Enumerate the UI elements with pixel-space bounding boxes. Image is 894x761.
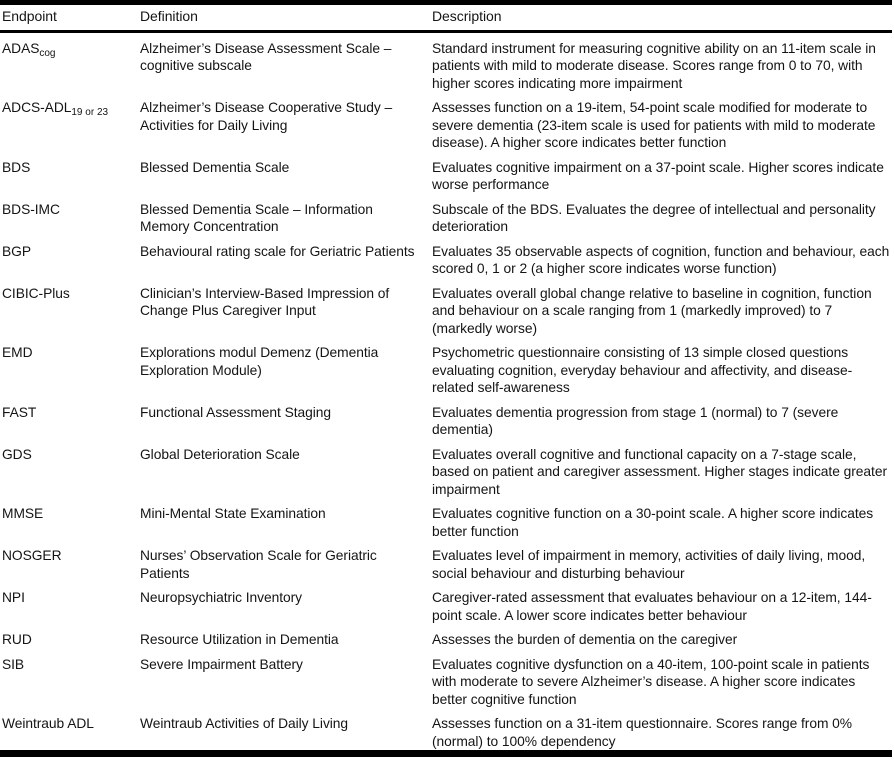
- definition-cell: Weintraub Activities of Daily Living: [140, 716, 349, 731]
- endpoint-cell: [0, 31, 138, 92]
- definition-cell: Nurses’ Observation Scale for Geriatric Patients: [140, 548, 377, 581]
- endpoint-abbreviation: NPI: [2, 590, 25, 605]
- table-row: [0, 708, 892, 754]
- endpoint-cell: [0, 498, 138, 540]
- table-row: [0, 498, 892, 540]
- description-cell: Psychometric questionnaire consisting of 13 simple closed questions evaluating cognition, everyday behaviour and affectivity, and disease-related self-awareness: [432, 345, 853, 395]
- header-row: [0, 3, 892, 32]
- table-row: [0, 582, 892, 624]
- description-cell: Caregiver-rated assessment that evaluates behaviour on a 12-item, 144-point scale. A lower score indicates better behaviour: [432, 590, 872, 623]
- endpoint-abbreviation: EMD: [2, 345, 33, 360]
- definition-cell: Global Deterioration Scale: [140, 446, 300, 462]
- endpoint-cell: [0, 194, 138, 236]
- endpoint-cell: [0, 439, 138, 499]
- definition-cell: Blessed Dementia Scale – Information Memory Concentration: [140, 201, 373, 234]
- endpoint-cell: [0, 278, 138, 338]
- table-row: [0, 194, 892, 236]
- endpoint-cell: [0, 708, 138, 754]
- endpoint-cell: [0, 337, 138, 397]
- endpoint-cell: [0, 624, 138, 649]
- definition-cell: Functional Assessment Staging: [140, 404, 332, 420]
- endpoint-cell: [0, 649, 138, 709]
- column-header-description: Description: [430, 3, 892, 32]
- endpoint-abbreviation: ADCS-ADL: [2, 100, 72, 115]
- endpoint-abbreviation: BDS-IMC: [2, 201, 60, 217]
- endpoint-abbreviation: RUD: [2, 632, 32, 647]
- endpoint-abbreviation: CIBIC-Plus: [2, 285, 70, 301]
- table-row: [0, 152, 892, 194]
- definition-cell: Behavioural rating scale for Geriatric Patients: [140, 243, 415, 259]
- table-row: [0, 649, 892, 709]
- description-cell: Evaluates 35 observable aspects of cognition, function and behaviour, each scored 0, 1 or 2 (a higher score indicates worse function): [432, 243, 890, 276]
- endpoint-cell: [0, 540, 138, 582]
- description-cell: Evaluates cognitive impairment on a 37-point scale. Higher scores indicate worse performance: [432, 159, 884, 192]
- endpoint-abbreviation: Weintraub ADL: [2, 716, 94, 731]
- definition-cell: Alzheimer’s Disease Assessment Scale – cognitive subscale: [140, 40, 392, 73]
- description-cell: Standard instrument for measuring cognitive ability on an 11-item scale in patients with mild to moderate disease. Scores range from 0 to 70, with higher scores indicating more impairment: [432, 40, 876, 91]
- table-row: [0, 31, 892, 92]
- endpoint-abbreviation: MMSE: [2, 506, 44, 521]
- column-header-definition: Definition: [138, 3, 430, 32]
- table-row: [0, 397, 892, 439]
- description-cell: Evaluates overall global change relative to baseline in cognition, function and behaviour on a scale ranging from 1 (markedly improved) to 7 (markedly worse): [432, 285, 872, 336]
- description-cell: Subscale of the BDS. Evaluates the degree of intellectual and personality deterioration: [432, 201, 876, 234]
- endpoint-subscript: cog: [39, 47, 56, 59]
- endpoint-abbreviation: NOSGER: [2, 548, 62, 563]
- definition-cell: Clinician’s Interview-Based Impression of Change Plus Caregiver Input: [140, 285, 390, 318]
- description-cell: Evaluates cognitive dysfunction on a 40-item, 100-point scale in patients with moderate to severe Alzheimer’s disease. A higher score indicates better cognitive function: [432, 656, 870, 707]
- endpoint-abbreviation: GDS: [2, 446, 32, 462]
- table-row: [0, 92, 892, 152]
- table-row: [0, 439, 892, 499]
- definition-cell: Resource Utilization in Dementia: [140, 632, 339, 647]
- endpoint-abbreviation: SIB: [2, 656, 25, 672]
- description-cell: Evaluates level of impairment in memory, activities of daily living, mood, social behaviour and disturbing behaviour: [432, 548, 866, 581]
- table-row: [0, 337, 892, 397]
- table-row: [0, 278, 892, 338]
- description-cell: Assesses function on a 31-item questionnaire. Scores range from 0% (normal) to 100% dependency: [432, 716, 853, 749]
- definition-cell: Blessed Dementia Scale: [140, 159, 290, 175]
- description-cell: Assesses the burden of dementia on the caregiver: [432, 632, 738, 647]
- table-row: [0, 236, 892, 278]
- description-cell: Evaluates overall cognitive and functional capacity on a 7-stage scale, based on patient and caregiver assessment. Higher stages indicate greater impairment: [432, 446, 887, 497]
- definition-cell: Explorations modul Demenz (Dementia Exploration Module): [140, 345, 379, 378]
- endpoint-abbreviation: FAST: [2, 404, 37, 420]
- endpoint-subscript: 19 or 23: [71, 107, 109, 118]
- description-cell: Evaluates cognitive function on a 30-point scale. A higher score indicates better function: [432, 506, 874, 539]
- endpoint-cell: [0, 152, 138, 194]
- endpoint-cell: [0, 397, 138, 439]
- definition-cell: Alzheimer’s Disease Cooperative Study – Activities for Daily Living: [140, 100, 393, 133]
- endpoint-cell: [0, 236, 138, 278]
- table-row: [0, 624, 892, 649]
- endpoint-abbreviation: ADAS: [2, 40, 40, 56]
- table-header: [0, 3, 892, 32]
- description-cell: Assesses function on a 19-item, 54-point scale modified for moderate to severe dementia (23-item scale is used for patients with mild to moderate disease). A higher score indicates better function: [432, 100, 876, 150]
- table-row: [0, 540, 892, 582]
- endpoint-cell: [0, 92, 138, 152]
- description-cell: Evaluates dementia progression from stage 1 (normal) to 7 (severe dementia): [432, 404, 839, 437]
- definition-cell: Neuropsychiatric Inventory: [140, 590, 303, 605]
- endpoint-abbreviation: BDS: [2, 159, 31, 175]
- table-body: [0, 31, 892, 754]
- endpoint-abbreviation: BGP: [2, 243, 31, 259]
- column-header-endpoint: Endpoint: [0, 3, 138, 32]
- endpoint-cell: [0, 582, 138, 624]
- definition-cell: Severe Impairment Battery: [140, 656, 303, 672]
- definition-cell: Mini-Mental State Examination: [140, 506, 326, 521]
